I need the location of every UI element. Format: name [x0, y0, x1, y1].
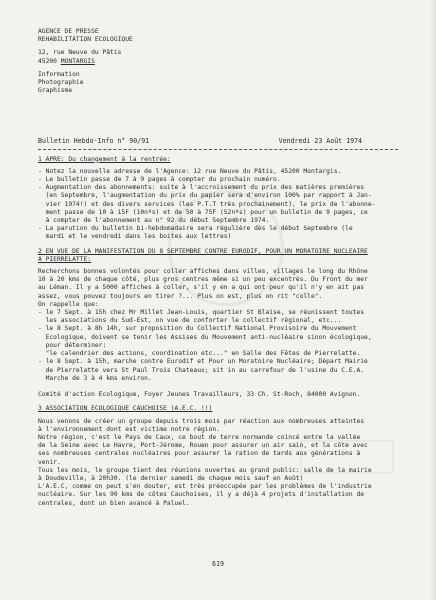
- text-line: Tous les mois, le groupe tient des réunions ouvertes au grand public: salle de la mairie: [38, 466, 372, 474]
- text-line: Marche de 3 à 4 kms environ.: [38, 374, 152, 382]
- text-line: à l'environnement dont est victime notre région.: [38, 425, 220, 433]
- text-line: L'A.E.C, comme on peut s'en douter, est très préoccupée par les problèmes de l'industrie: [38, 483, 372, 491]
- text-line: 10 à 20 kms de chaque côté, plus gros centres même si un peu excentrés. Du Front du mer: [38, 276, 368, 284]
- text-line: Notre région, c'est le Pays de Caux, ce bout de terre normande coincé entre la vallée: [38, 433, 361, 441]
- text-line: - Notez la nouvelle adresse de l'Agence: 12 rue Neuve du Pâtis, 45200 Montargis.: [38, 167, 342, 175]
- section-title: 1 APRE: Du changement à la rentrée:: [38, 155, 171, 163]
- city-name: MONTARGIS: [60, 57, 95, 65]
- section-body: [38, 168, 402, 242]
- service-photographie: Photographie: [38, 79, 84, 87]
- page-number: 619: [212, 560, 224, 568]
- section-title: 3 ASSOCIATION ECOLOGIQUE CAUCHOISE (A.E.C. !!): [38, 405, 213, 413]
- section-body: [38, 418, 402, 508]
- article-section: [38, 156, 402, 242]
- text-line: Comité d'action Ecologique, Foyer Jeunes Travailleurs, 33 Ch. St-Roch, 84000 Avignon.: [38, 391, 361, 399]
- article-section: [38, 405, 402, 507]
- bulletin-title: Bulletin Hebdo-Info n° 90/91: [38, 137, 150, 146]
- text-line: vier 1974!) et des divers services (les P.T.T très prochainement), le prix de l'abonne-: [38, 200, 376, 208]
- text-line: ses nombreuses centrales nucléaires pour assurer la ration de tards aux générations à: [38, 450, 361, 458]
- service-information: Information: [38, 70, 80, 78]
- text-line: - Le bulletin passe de 7 à 9 pages à compter du prochain numéro.: [38, 176, 281, 184]
- text-line: mardi et le vendredi dans les boites aux lettres): [38, 233, 232, 241]
- text-line: - Augmentation des abonnements: suite à l'accroissement du prix des matières premières: [38, 184, 365, 192]
- text-line: Ecologique, doivent se tenir les Assises du Mouvement anti-nucléaire sinon écologique,: [38, 333, 372, 341]
- text-line: - le 8 Sept. à 8h 14h, sur proposition du Collectif National Provisoire du Mouvement: [38, 325, 357, 333]
- postal-line: [38, 58, 402, 66]
- text-line: Recherchons bonnes volontés pour coller affiches dans villes, villages le long du Rhône: [38, 268, 368, 276]
- text-line: à Doudeville, à 20h30. (le dernier samedi de chaque mois sauf en Août): [38, 474, 304, 482]
- text-line: assez, vous pouvez toujours en tirer ?... Plus on est, plus on rit "colle".: [38, 292, 323, 300]
- organization-name: REHABILITATION ECOLOGIQUE: [38, 36, 133, 44]
- text-line: à compter de l'abonnement au n° 92 du début Septembre 1974.: [38, 217, 270, 225]
- text-line: [38, 383, 402, 391]
- bulletin-date: Vendredi 23 Août 1974: [278, 137, 362, 146]
- text-line: - La parution du bulletin bi-hebdomadaire sera régulière dès le début Septembre (le: [38, 225, 353, 233]
- bulletin-line: [38, 137, 402, 145]
- agency-name: AGENCE DE PRESSE: [38, 28, 99, 35]
- article-section: [38, 248, 402, 400]
- section-body: [38, 268, 402, 399]
- text-line: nucléaire. Sur les 90 kms de côtes Cauchoises, il y a déjà 4 projets d'installation de: [38, 491, 365, 499]
- postal-code: 45200: [38, 57, 57, 65]
- text-line: pour déterminer:: [38, 341, 107, 349]
- text-line: centrales, dont un bien avancé à Paluel.: [38, 499, 190, 507]
- text-line: "le calendrier des actions, coordination etc..." en Salle des Fêtes de Pierrelatte.: [38, 350, 361, 358]
- text-line: au Léman. Il y a 5000 affiches à coller, s'il y en a qui ont peur qu'il n'y en ait pas: [38, 284, 365, 292]
- dashed-divider: [38, 149, 398, 150]
- article-sections: [38, 156, 402, 508]
- text-line: de Pierrelatte vers St Paul Trois Chateaux; sit in au carrefour de l'usine du C.E.A.: [38, 366, 365, 374]
- letterhead: [38, 28, 402, 95]
- text-line: les associations du Sud-Est, on vue de conforter le collectif régional, etc...: [38, 317, 342, 325]
- section-title-continued: A PIERRELATTE:: [38, 255, 92, 263]
- street-address: 12, rue Neuve du Pâtis: [38, 49, 122, 57]
- text-line: Nous venons de créer un groupe depuis trois mois par réaction aux nombreuses atteintes: [38, 417, 365, 425]
- service-graphisme: Graphisme: [38, 87, 73, 95]
- text-line: de la Seine avec Le Havre, Port-Jérome, Rouen pour assurer un air sain, et la côte avec: [38, 442, 368, 450]
- text-line: (en Septembre, l'augmentation du prix du papier sera d'environ 100% par rapport à Jan-: [38, 192, 372, 200]
- section-title: 2 EN VUE DE LA MANIFESTATION DU 8 SEPTEMBRE CONTRE EURODIF, POUR UN MORATOIRE NUCLEAIRE: [38, 247, 368, 255]
- text-line: On rappelle que:: [38, 300, 99, 308]
- text-line: - le 7 Sept. à 15h chez Mr Millet Jean-Louis, quartier St Blaise, se réunissent toutes: [38, 309, 365, 317]
- text-line: ment passe de 10 à 15F (10nºs) et de 50 à 75F (52nºs) pour un bulletin de 9 pages, ce: [38, 208, 368, 216]
- text-line: venir.: [38, 458, 61, 466]
- text-line: - le 8 Sept. à 15h, marche contre Eurodif et Pour un Moratoire Nucléaire; Départ Mairie: [38, 358, 368, 366]
